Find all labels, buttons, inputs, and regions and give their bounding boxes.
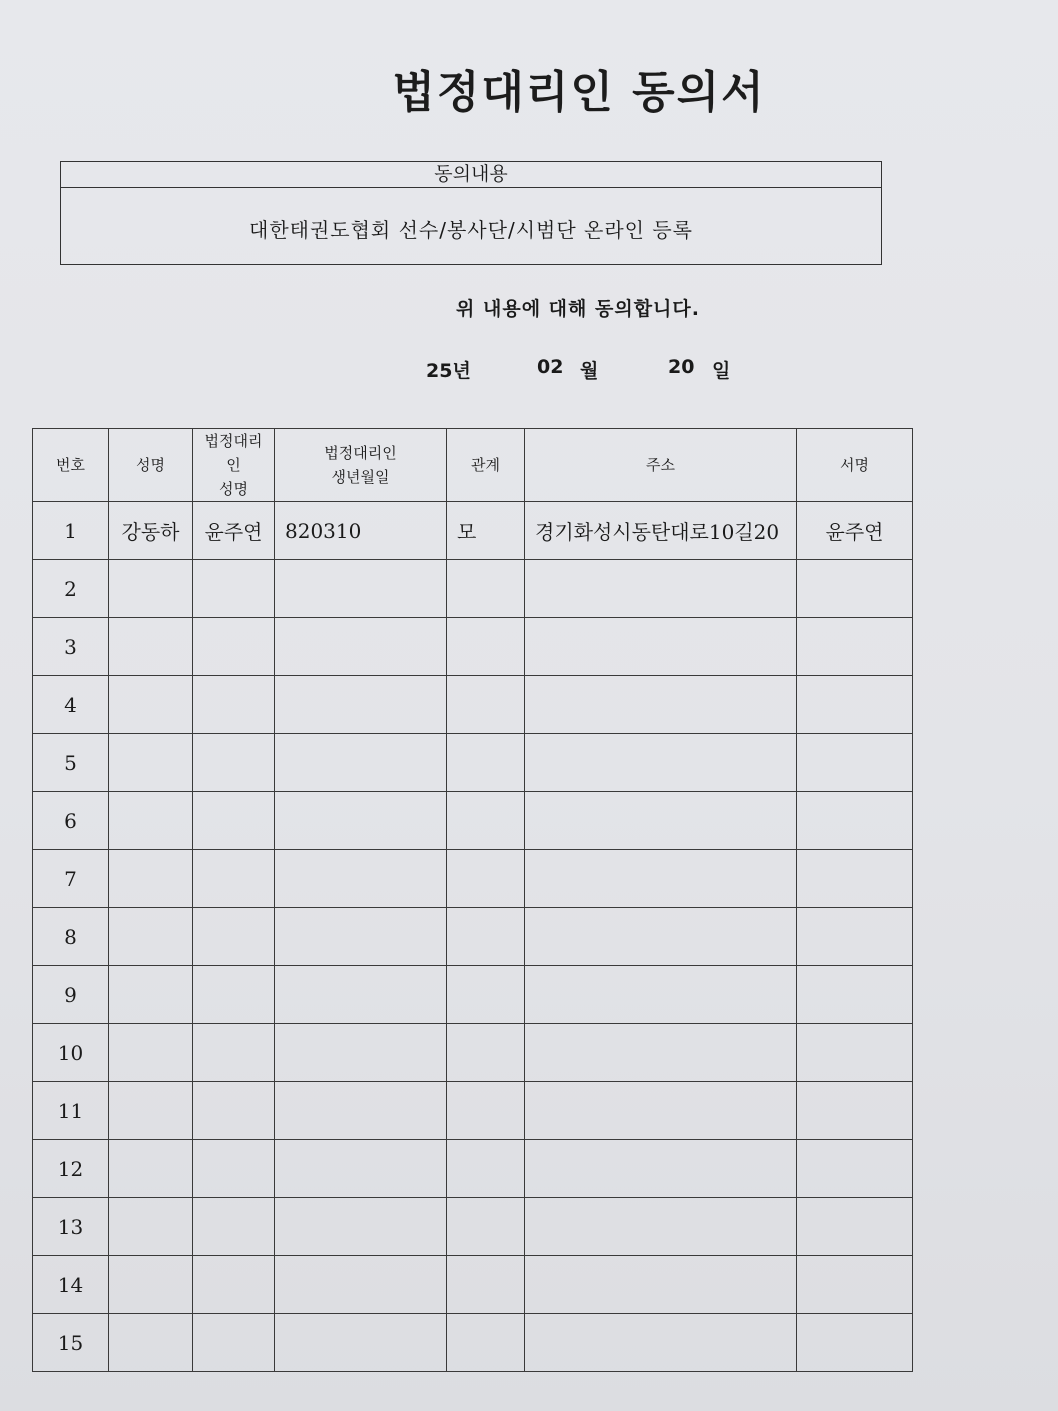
cell-name	[109, 1082, 193, 1140]
cell-address	[525, 1314, 797, 1372]
cell-rep-name	[193, 618, 275, 676]
consent-text: 대한태권도협회 선수/봉사단/시범단 온라인 등록	[249, 218, 693, 242]
cell-rep-birth	[275, 676, 447, 734]
table-row	[33, 676, 913, 734]
cell-signature: 윤주연	[797, 502, 913, 560]
header-relation: 관계	[447, 429, 525, 502]
cell-no: 1	[33, 502, 109, 560]
table-row	[33, 1082, 913, 1140]
cell-no: 15	[33, 1314, 109, 1372]
cell-name	[109, 1024, 193, 1082]
cell-no: 4	[33, 676, 109, 734]
cell-signature	[797, 966, 913, 1024]
cell-signature	[797, 676, 913, 734]
cell-name	[109, 850, 193, 908]
date-line	[0, 356, 1058, 386]
page-title: 법정대리인 동의서	[392, 67, 766, 118]
cell-signature	[797, 734, 913, 792]
cell-address	[525, 908, 797, 966]
table-row	[33, 1140, 913, 1198]
cell-signature	[797, 1314, 913, 1372]
cell-rep-name	[193, 850, 275, 908]
cell-no: 8	[33, 908, 109, 966]
cell-address	[525, 966, 797, 1024]
cell-name	[109, 1256, 193, 1314]
table-row	[33, 1198, 913, 1256]
cell-no: 12	[33, 1140, 109, 1198]
cell-rep-birth	[275, 1082, 447, 1140]
cell-address	[525, 850, 797, 908]
cell-relation	[447, 850, 525, 908]
cell-signature	[797, 1024, 913, 1082]
cell-signature	[797, 1198, 913, 1256]
cell-relation	[447, 1024, 525, 1082]
cell-relation	[447, 1314, 525, 1372]
cell-signature	[797, 792, 913, 850]
cell-rep-birth	[275, 1256, 447, 1314]
cell-no: 2	[33, 560, 109, 618]
cell-rep-birth	[275, 1198, 447, 1256]
header-rep-birth: 법정대리인 생년월일	[275, 429, 447, 502]
cell-name	[109, 966, 193, 1024]
cell-signature	[797, 618, 913, 676]
cell-no: 5	[33, 734, 109, 792]
cell-rep-name	[193, 676, 275, 734]
date-month-unit: 월	[580, 360, 599, 382]
cell-relation	[447, 618, 525, 676]
cell-rep-birth	[275, 1140, 447, 1198]
header-no: 번호	[33, 429, 109, 502]
cell-name	[109, 1140, 193, 1198]
cell-relation	[447, 966, 525, 1024]
cell-rep-birth	[275, 618, 447, 676]
cell-rep-name	[193, 1256, 275, 1314]
table-row	[33, 734, 913, 792]
table-row	[33, 1256, 913, 1314]
cell-rep-birth	[275, 966, 447, 1024]
cell-relation	[447, 560, 525, 618]
cell-rep-birth	[275, 792, 447, 850]
date-day-unit: 일	[712, 360, 731, 382]
cell-address	[525, 560, 797, 618]
cell-name	[109, 560, 193, 618]
cell-rep-birth	[275, 1314, 447, 1372]
cell-signature	[797, 1140, 913, 1198]
cell-no: 11	[33, 1082, 109, 1140]
cell-address	[525, 618, 797, 676]
cell-rep-birth	[275, 850, 447, 908]
cell-address	[525, 1256, 797, 1314]
cell-rep-name	[193, 1024, 275, 1082]
cell-rep-name	[193, 908, 275, 966]
cell-signature	[797, 850, 913, 908]
cell-rep-birth	[275, 1024, 447, 1082]
header-name: 성명	[109, 429, 193, 502]
cell-address	[525, 1140, 797, 1198]
cell-rep-name: 윤주연	[193, 502, 275, 560]
cell-name: 강동하	[109, 502, 193, 560]
cell-name	[109, 1198, 193, 1256]
representative-table	[32, 428, 913, 1372]
cell-no: 9	[33, 966, 109, 1024]
cell-address	[525, 734, 797, 792]
cell-rep-name	[193, 560, 275, 618]
cell-rep-birth	[275, 908, 447, 966]
date-month: 02	[537, 356, 564, 378]
cell-rep-name	[193, 1082, 275, 1140]
cell-no: 7	[33, 850, 109, 908]
cell-relation	[447, 676, 525, 734]
cell-relation: 모	[447, 502, 525, 560]
cell-relation	[447, 1140, 525, 1198]
cell-address	[525, 1082, 797, 1140]
cell-no: 6	[33, 792, 109, 850]
date-day: 20	[668, 356, 695, 378]
cell-name	[109, 1314, 193, 1372]
header-address: 주소	[525, 429, 797, 502]
cell-relation	[447, 1082, 525, 1140]
cell-address	[525, 1198, 797, 1256]
table-row	[33, 618, 913, 676]
cell-name	[109, 618, 193, 676]
cell-address	[525, 1024, 797, 1082]
cell-address: 경기화성시동탄대로10길20	[525, 502, 797, 560]
cell-rep-name	[193, 1140, 275, 1198]
table-body	[33, 502, 913, 1372]
cell-rep-name	[193, 1198, 275, 1256]
cell-relation	[447, 1198, 525, 1256]
cell-rep-birth	[275, 734, 447, 792]
cell-relation	[447, 792, 525, 850]
cell-rep-name	[193, 1314, 275, 1372]
table-row	[33, 908, 913, 966]
consent-content-box	[60, 161, 882, 265]
cell-address	[525, 792, 797, 850]
table-row	[33, 792, 913, 850]
agreement-statement: 위 내용에 대해 동의합니다.	[456, 298, 700, 320]
cell-signature	[797, 1256, 913, 1314]
cell-name	[109, 908, 193, 966]
table-row	[33, 850, 913, 908]
cell-signature	[797, 1082, 913, 1140]
cell-rep-birth: 820310	[275, 502, 447, 560]
cell-rep-name	[193, 792, 275, 850]
header-signature: 서명	[797, 429, 913, 502]
cell-no: 13	[33, 1198, 109, 1256]
table-header-row	[33, 429, 913, 502]
header-rep-name: 법정대리 인 성명	[193, 429, 275, 502]
cell-relation	[447, 734, 525, 792]
table-row	[33, 560, 913, 618]
table-row	[33, 1024, 913, 1082]
cell-relation	[447, 908, 525, 966]
table-row	[33, 1314, 913, 1372]
cell-signature	[797, 560, 913, 618]
table-row	[33, 502, 913, 560]
consent-heading: 동의내용	[61, 162, 881, 188]
cell-name	[109, 734, 193, 792]
cell-address	[525, 676, 797, 734]
cell-rep-name	[193, 966, 275, 1024]
cell-rep-birth	[275, 560, 447, 618]
cell-name	[109, 676, 193, 734]
cell-name	[109, 792, 193, 850]
cell-no: 10	[33, 1024, 109, 1082]
table-row	[33, 966, 913, 1024]
date-year: 25년	[426, 360, 471, 382]
cell-relation	[447, 1256, 525, 1314]
cell-rep-name	[193, 734, 275, 792]
cell-no: 3	[33, 618, 109, 676]
cell-signature	[797, 908, 913, 966]
cell-no: 14	[33, 1256, 109, 1314]
